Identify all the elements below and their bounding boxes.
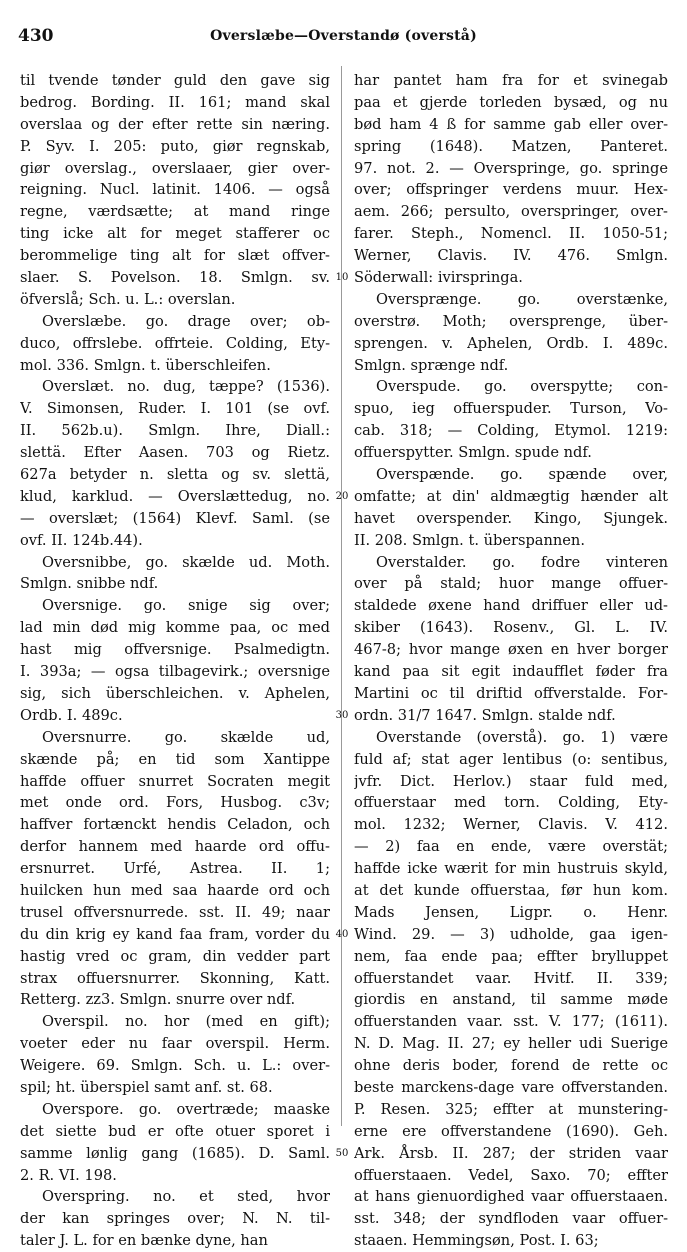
text-line: Oversnige. go. snige sig over; — [42, 597, 330, 615]
text-line: nem, faa ende paa; effter brylluppet — [354, 947, 668, 965]
page-number: 430 — [18, 26, 54, 46]
text-line: ovf. II. 124b.44). — [20, 531, 143, 549]
text-line: du din krig ey kand faa fram, vorder du — [20, 925, 330, 943]
text-line: aem. 266; persulto, overspringer, over- — [354, 203, 668, 221]
text-line: trusel offversnurrede. sst. II. 49; naar — [20, 903, 330, 921]
text-line: over på stald; huor mange offuer- — [354, 575, 668, 593]
text-line: har pantet ham fra for et svinegab — [354, 72, 668, 89]
text-line: slettä. Efter Aasen. 703 og Rietz. — [20, 444, 330, 462]
text-line: Ark. Årsb. II. 287; der striden vaar — [354, 1144, 668, 1162]
text-line: Overspænde. go. spænde over, — [376, 466, 668, 484]
text-line: havet overspender. Kingo, Sjungek. — [354, 509, 668, 527]
text-line: ordn. 31/7 1647. Smlgn. stalde ndf. — [354, 706, 616, 724]
text-line: I. 393a; — ogsa tilbagevirk.; oversnige — [20, 663, 330, 681]
text-line: mol. 1232; Werner, Clavis. V. 412. — [354, 816, 668, 834]
line-number-marker: 50 — [335, 1148, 349, 1160]
text-line: öfverslå; Sch. u. L.: overslan. — [20, 290, 236, 308]
text-line: derfor hannem med haarde ord offu- — [20, 838, 330, 856]
text-line: Overstande (overstå). go. 1) være — [376, 728, 668, 746]
text-line: hastig vred oc gram, din vedder part — [20, 947, 330, 965]
text-line: cab. 318; — Colding, Etymol. 1219: — [354, 422, 668, 440]
text-line: spil; ht. überspiel samt anf. st. 68. — [20, 1078, 273, 1096]
text-line: kand paa sit egit indaufflet føder fra — [354, 663, 668, 681]
text-line: bød ham 4 ß for samme gab eller over- — [354, 115, 668, 133]
text-line: Overspore. go. overtræde; maaske — [42, 1100, 330, 1118]
text-line: voeter eder nu faar overspil. Herm. — [20, 1035, 330, 1053]
text-line: offuerstaar med torn. Colding, Ety- — [354, 794, 668, 812]
text-line: spuo, ieg offuerspuder. Turson, Vo- — [354, 400, 668, 418]
text-line: Wind. 29. — 3) udholde, gaa igen- — [354, 925, 668, 943]
text-line: spring (1648). Matzen, Panteret. — [354, 137, 668, 155]
text-line: Smlgn. sprænge ndf. — [354, 356, 509, 374]
text-line: sst. 348; der syndfloden vaar offuer- — [354, 1210, 668, 1228]
text-line: Ordb. I. 489c. — [20, 706, 123, 724]
running-head: Overslæbe—Overstandø (overstå) — [210, 28, 477, 44]
text-line: offuerspytter. Smlgn. spude ndf. — [354, 444, 592, 462]
text-line: Overslæbe. go. drage over; ob- — [42, 312, 330, 330]
page-header — [0, 26, 687, 48]
text-line: lad min død mig komme paa, oc med — [20, 619, 330, 637]
text-line: Overslæt. no. dug, tæppe? (1536). — [42, 378, 330, 396]
text-line: offuerstanden vaar. sst. V. 177; (1611). — [354, 1013, 668, 1031]
text-line: 627a betyder n. sletta og sv. slettä, — [20, 466, 330, 484]
text-line: offuerstaaen. Vedel, Saxo. 70; effter — [354, 1166, 668, 1184]
text-line: beste marckens-dage vare offverstanden. — [354, 1078, 668, 1096]
text-line: Overspude. go. overspytte; con- — [376, 378, 668, 396]
line-number-marker: 10 — [335, 272, 349, 284]
text-line: Retterg. zz3. Smlgn. snurre over ndf. — [20, 991, 296, 1009]
text-line: erne ere offverstandene (1690). Geh. — [354, 1122, 668, 1140]
text-line: klud, karklud. — Overslættedug, no. — [20, 487, 330, 505]
text-line: paa et gjerde torleden bysæd, og nu — [354, 93, 668, 111]
text-line: Oversnurre. go. skælde ud, — [42, 728, 330, 746]
text-line: reigning. Nucl. latinit. 1406. — også — [20, 181, 330, 199]
text-line: at det kunde offuerstaa, før hun kom. — [354, 881, 668, 899]
text-line: met onde ord. Fors, Husbog. c3v; — [20, 794, 330, 812]
text-line: Overspil. no. hor (med en gift); — [42, 1013, 330, 1031]
text-line: huilcken hun med saa haarde ord och — [20, 881, 330, 899]
text-line: Overspring. no. et sted, hvor — [42, 1188, 330, 1206]
text-line: der kan springes over; N. N. til- — [20, 1210, 330, 1228]
text-line: Mads Jensen, Ligpr. o. Henr. — [354, 903, 668, 921]
text-line: staaen. Hemmingsøn, Post. I. 63; — [354, 1232, 599, 1250]
column-divider — [341, 66, 342, 1126]
text-line: samme lønlig gang (1685). D. Saml. — [20, 1144, 330, 1162]
text-line: regne, værdsætte; at mand ringe — [20, 203, 330, 221]
text-line: farer. Steph., Nomencl. II. 1050-51; — [354, 225, 668, 243]
text-line: mol. 336. Smlgn. t. überschleifen. — [20, 356, 271, 374]
text-line: hast mig offversnige. Psalmedigtn. — [20, 641, 330, 659]
text-line: Weigere. 69. Smlgn. Sch. u. L.: over- — [20, 1057, 330, 1075]
text-line: overstrø. Moth; oversprenge, über- — [354, 312, 668, 330]
text-line: omfatte; at din' aldmægtig hænder alt — [354, 487, 668, 505]
text-line: haffver fortænckt hendis Celadon, och — [20, 816, 330, 834]
text-line: sig, sich überschleichen. v. Aphelen, — [20, 684, 330, 702]
text-line: taler J. L. for en bænke dyne, han — [20, 1232, 268, 1250]
text-line: berommelige ting alt for slæt offver- — [20, 247, 330, 265]
text-line: Oversnibbe, go. skælde ud. Moth. — [42, 553, 330, 571]
text-line: P. Syv. I. 205: puto, giør regnskab, — [20, 137, 330, 155]
text-line: duco, offrslebe. offrteie. Colding, Ety- — [20, 334, 330, 352]
text-line: slaer. S. Povelson. 18. Smlgn. sv. — [20, 269, 330, 287]
text-line: Overstalder. go. fodre vinteren — [376, 553, 668, 571]
text-line: ersnurret. Urfé, Astrea. II. 1; — [20, 860, 330, 878]
left-column — [20, 70, 330, 1252]
text-line: strax offuersnurrer. Skonning, Katt. — [20, 969, 330, 987]
text-line: V. Simonsen, Ruder. I. 101 (se ovf. — [20, 400, 330, 418]
text-line: Oversprænge. go. overstænke, — [376, 290, 668, 308]
text-line: P. Resen. 325; effter at munstering- — [354, 1100, 668, 1118]
text-line: ohne deris boder, forend de rette oc — [354, 1057, 668, 1075]
text-line: 97. not. 2. — Overspringe, go. springe — [354, 159, 668, 177]
text-line: 2. R. VI. 198. — [20, 1166, 117, 1184]
text-line: Söderwall: ivirspringa. — [354, 269, 523, 287]
text-line: — 2) faa en ende, være overstät; — [354, 838, 668, 856]
text-line: Smlgn. snibbe ndf. — [20, 575, 159, 593]
text-line: offuerstandet vaar. Hvitf. II. 339; — [354, 969, 668, 987]
text-line: ting icke alt for meget stafferer oc — [20, 225, 330, 243]
text-line: sprengen. v. Aphelen, Ordb. I. 489c. — [354, 334, 668, 352]
text-line: giordis en anstand, til samme møde — [354, 991, 668, 1009]
text-line: skiber (1643). Rosenv., Gl. L. IV. — [354, 619, 668, 637]
text-line: jvfr. Dict. Herlov.) staar fuld med, — [354, 772, 668, 790]
text-line: Werner, Clavis. IV. 476. Smlgn. — [354, 247, 668, 265]
line-number-marker: 20 — [335, 491, 349, 503]
text-line: det siette bud er ofte otuer sporet i — [20, 1122, 330, 1140]
text-line: bedrog. Bording. II. 161; mand skal — [20, 93, 330, 111]
text-line: Martini oc til driftid offverstalde. For- — [354, 684, 668, 702]
text-line: til tvende tønder guld den gave sig — [20, 72, 330, 89]
text-line: 467-8; hvor mange øxen en hver borger — [354, 641, 668, 659]
text-line: II. 208. Smlgn. t. überspannen. — [354, 531, 585, 549]
text-line: N. D. Mag. II. 27; ey heller udi Suerige — [354, 1035, 668, 1053]
text-line: giør overslag., overslaaer, gier over- — [20, 159, 330, 177]
line-number-marker: 30 — [335, 710, 349, 722]
text-line: haffde icke wærit for min hustruis skyld, — [354, 860, 668, 878]
text-line: skænde på; en tid som Xantippe — [20, 750, 330, 768]
right-column — [354, 70, 668, 1252]
text-line: fuld af; stat ager lentibus (o: sentibus, — [354, 750, 668, 768]
text-line: staldede øxene hand driffuer eller ud- — [354, 597, 668, 615]
text-line: II. 562b.u). Smlgn. Ihre, Diall.: — [20, 422, 330, 440]
text-line: haffde offuer snurret Socraten megit — [20, 772, 330, 790]
text-line: — overslæt; (1564) Klevf. Saml. (se — [20, 509, 330, 527]
text-line: over; offspringer verdens muur. Hex- — [354, 181, 668, 199]
text-line: at hans gienuordighed vaar offuerstaaen. — [354, 1188, 668, 1206]
text-line: overslaa og der efter rette sin næring. — [20, 115, 330, 133]
line-number-marker: 40 — [335, 929, 349, 941]
